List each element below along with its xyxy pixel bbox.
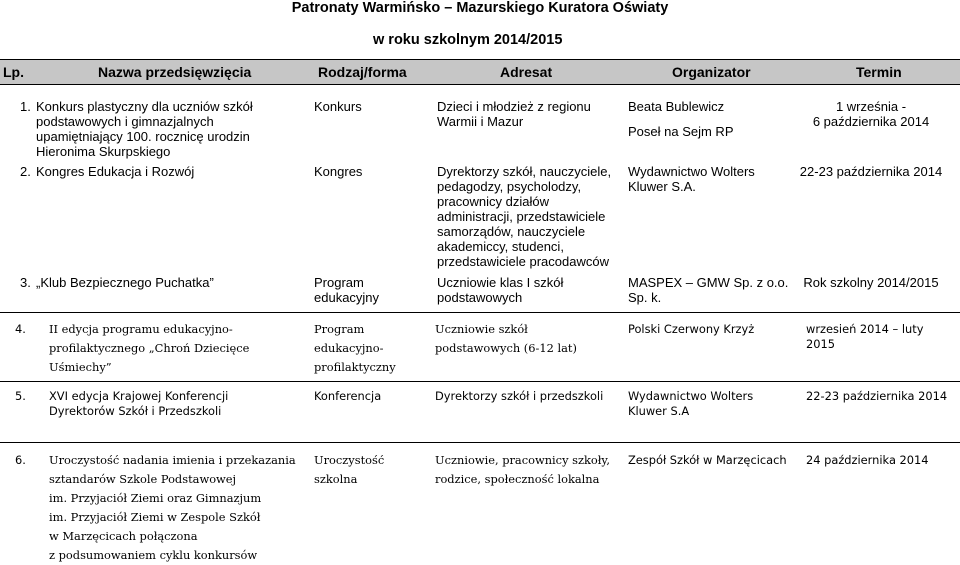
row-3-form: Program edukacyjny xyxy=(314,275,380,305)
row-4-lp: 4. xyxy=(15,322,26,336)
header-addressee: Adresat xyxy=(500,64,553,80)
document-subtitle: w roku szkolnym 2014/2015 xyxy=(373,32,563,48)
header-lp: Lp. xyxy=(3,64,24,80)
row-1-lp: 1. xyxy=(20,99,31,114)
row-6-form: Uroczystość szkolna xyxy=(314,453,385,486)
row-4-term: wrzesień 2014 – luty 2015 xyxy=(806,322,924,352)
row-1-name: Konkurs plastyczny dla uczniów szkół podstawowych i gimnazjalnych upamiętniający 100. rocznicę urodzin Hieronima Skurpskiego xyxy=(36,99,253,159)
row-4-addressee: Uczniowie szkół podstawowych (6-12 lat) xyxy=(435,322,577,355)
row-2-term: 22-23 października 2014 xyxy=(799,164,943,179)
row-4-name: II edycja programu edukacyjno- profilaktycznego „Chroń Dziecięce Uśmiechy” xyxy=(49,322,250,374)
row-5-organizer: Wydawnictwo Wolters Kluwer S.A xyxy=(628,389,754,419)
row-1-organizer-role: Poseł na Sejm RP xyxy=(628,124,734,139)
row-2-form: Kongres xyxy=(314,164,363,179)
row-4-organizer: Polski Czerwony Krzyż xyxy=(628,322,755,336)
document-title: Patronaty Warmińsko – Mazurskiego Kuratora Oświaty xyxy=(291,0,669,16)
row-divider xyxy=(0,381,960,382)
header-term: Termin xyxy=(856,64,902,80)
row-6-term: 24 października 2014 xyxy=(806,453,929,467)
row-3-lp: 3. xyxy=(20,275,31,290)
row-6-name: Uroczystość nadania imienia i przekazania sztandarów Szkole Podstawowej im. Przyjaciół Ziemi oraz Gimnazjum im. Przyjaciół Ziemi w Zespole Szkół w Marzęcicach połączona z podsumowaniem cyklu konkursów xyxy=(49,453,296,562)
row-2-organizer: Wydawnictwo Wolters Kluwer S.A. xyxy=(628,164,755,194)
row-1-term: 1 września - 6 października 2014 xyxy=(812,99,930,129)
row-6-lp: 6. xyxy=(15,453,26,467)
row-3-addressee: Uczniowie klas I szkół podstawowych xyxy=(437,275,564,305)
row-divider xyxy=(0,312,960,313)
row-5-term: 22-23 października 2014 xyxy=(806,389,948,403)
row-1-form: Konkurs xyxy=(314,99,362,114)
row-1-addressee: Dzieci i młodzież z regionu Warmii i Mazur xyxy=(437,99,591,129)
row-5-name: XVI edycja Krajowej Konferencji Dyrektorów Szkół i Przedszkoli xyxy=(49,389,229,419)
row-5-form: Konferencja xyxy=(314,389,382,403)
header-organizer: Organizator xyxy=(672,64,751,80)
row-2-name: Kongres Edukacja i Rozwój xyxy=(36,164,195,179)
row-2-addressee: Dyrektorzy szkół, nauczyciele, pedagodzy, psycholodzy, pracownicy działów administracji, przedstawiciele samorządów, nauczyciele akademiccy, studenci, przedstawiciele pracodawców xyxy=(437,164,612,269)
row-5-addressee: Dyrektorzy szkół i przedszkoli xyxy=(435,389,604,403)
row-4-form: Program edukacyjno- profilaktyczny xyxy=(314,322,396,374)
row-1-organizer-name: Beata Bublewicz xyxy=(628,99,725,114)
row-divider xyxy=(0,442,960,443)
table-header xyxy=(0,59,960,85)
row-3-term: Rok szkolny 2014/2015 xyxy=(803,275,939,290)
row-6-addressee: Uczniowie, pracownicy szkoły, rodzice, społeczność lokalna xyxy=(435,453,610,486)
header-name: Nazwa przedsięwzięcia xyxy=(98,64,252,80)
row-5-lp: 5. xyxy=(15,389,26,403)
header-form: Rodzaj/forma xyxy=(318,64,407,80)
row-3-organizer: MASPEX – GMW Sp. z o.o. Sp. k. xyxy=(628,275,789,305)
row-6-organizer: Zespół Szkół w Marzęcicach xyxy=(628,453,787,467)
row-2-lp: 2. xyxy=(20,164,31,179)
row-3-name: „Klub Bezpiecznego Puchatka” xyxy=(36,275,214,290)
